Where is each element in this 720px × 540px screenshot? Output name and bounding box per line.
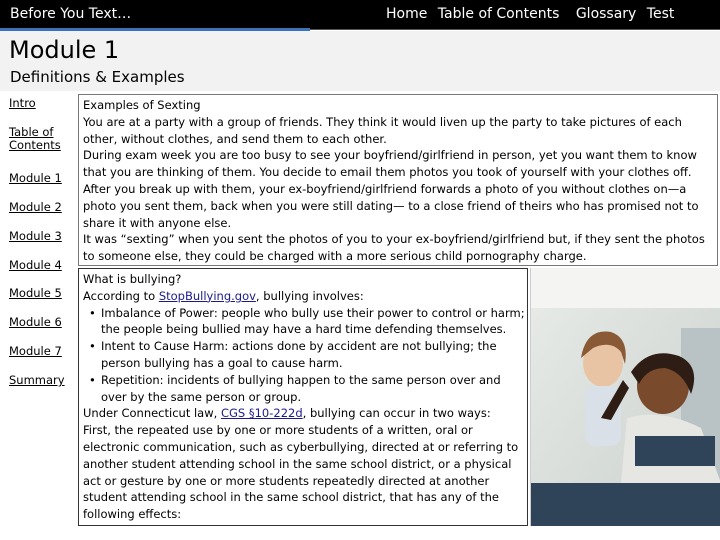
bullying-intro	[83, 288, 525, 305]
sexting-example-1: You are at a party with a group of friends. They think it would liven up the party to take pictures of each other, without clothes, and send them to each other.	[83, 114, 682, 146]
bullying-intro-before: According to	[83, 288, 159, 303]
top-bar	[0, 0, 720, 30]
bullet-dot-icon: •	[89, 339, 96, 354]
sidebar-item-module-6[interactable]: Module 6	[9, 315, 62, 329]
nav-table-of-contents-link[interactable]: Table of Contents	[437, 6, 560, 22]
bullet-text: Repetition: incidents of bullying happen to the same person over and over by the same person or group.	[101, 372, 501, 404]
bullying-heading: What is bullying?	[83, 272, 182, 286]
stopbullying-link[interactable]: StopBullying.gov	[158, 288, 256, 303]
sidebar-item-table-of-contents[interactable]	[9, 126, 61, 152]
bullying-intro-after: , bullying involves:	[255, 288, 364, 303]
law-before: Under Connecticut law,	[83, 406, 221, 421]
bullet-text: Imbalance of Power: people who bully use their power to control or harm; the people being bullied may have a hard time defending themselves.	[101, 305, 525, 337]
law-after: , bullying can occur in two ways:	[302, 406, 491, 421]
sidebar-item-module-7[interactable]: Module 7	[9, 344, 62, 358]
sidebar-item-module-4[interactable]: Module 4	[9, 258, 62, 272]
sidebar-item-module-1[interactable]: Module 1	[9, 171, 62, 185]
bullying-panel	[78, 268, 528, 526]
bullet-imbalance-of-power	[83, 305, 525, 339]
page-title: Module 1	[9, 36, 120, 64]
sexting-example-2: During exam week you are too busy to see your boyfriend/girlfriend in person, yet you want them to know that you are thinking of them. You decide to email them photos you took of yourself with your clothes off.	[83, 148, 697, 180]
bullying-text	[83, 271, 525, 523]
site-title: Before You Text…	[10, 6, 132, 22]
nav-home-link[interactable]: Home	[386, 6, 428, 22]
sidebar-item-label: Table of	[9, 125, 54, 139]
bullet-dot-icon: •	[89, 305, 96, 320]
sidebar-item-module-5[interactable]: Module 5	[9, 286, 62, 300]
sexting-example-3: After you break up with them, your ex-boyfriend/girlfriend forwards a photo of you without clothes on—a photo you sent them, back when you were still dating— to a close friend of theirs who has promised not to share it with anyone else.	[83, 181, 699, 230]
top-nav	[386, 6, 680, 22]
sexting-heading: Examples of Sexting	[83, 98, 201, 112]
sidebar-item-intro[interactable]: Intro	[9, 96, 36, 110]
bullet-intent-to-cause-harm	[83, 338, 525, 372]
sidebar-item-label: Contents	[9, 138, 61, 152]
sidebar-item-summary[interactable]: Summary	[9, 373, 65, 387]
sidebar-item-module-2[interactable]: Module 2	[9, 200, 62, 214]
sexting-examples-panel	[78, 94, 718, 266]
nav-glossary-link[interactable]: Glossary	[575, 6, 637, 22]
sexting-example-4: It was “sexting” when you sent the photos of you to your ex-boyfriend/girlfriend but, if they sent the photos to someone else, they could be charged with a more serious child pornography charge.	[83, 232, 705, 264]
bullying-definition-first: First, the repeated use by one or more students of a written, oral or electronic communication, such as cyberbullying, directed at or referring to another student attending school in the same school district, or a physical act or gesture by one or more students repeatedly directed at another student attending school in the same school district, that has any of the following effects:	[83, 423, 519, 522]
cgs-law-link[interactable]: CGS §10-222d	[220, 406, 303, 421]
connecticut-law	[83, 405, 525, 422]
page-subtitle: Definitions & Examples	[10, 68, 185, 86]
bullying-photo-illustration	[531, 268, 720, 526]
bullet-dot-icon: •	[89, 372, 96, 387]
bullet-text: Intent to Cause Harm: actions done by accident are not bullying; the person bullying has a goal to cause harm.	[101, 339, 497, 370]
sexting-text	[83, 97, 715, 265]
bullying-photo	[530, 268, 720, 526]
nav-test-link[interactable]: Test	[646, 6, 675, 22]
sidebar-item-module-3[interactable]: Module 3	[9, 229, 62, 243]
bullet-repetition	[83, 372, 525, 406]
